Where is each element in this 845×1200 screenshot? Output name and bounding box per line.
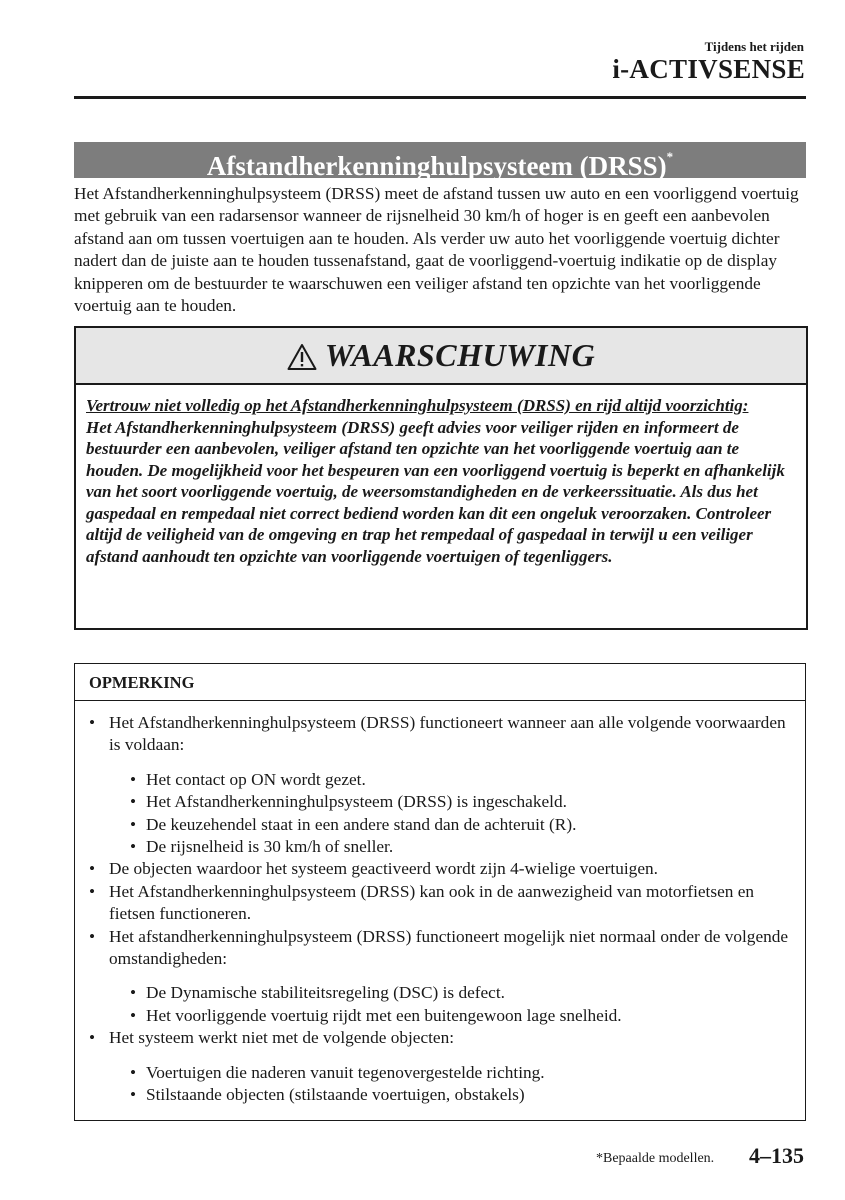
sub-list-item-text: Stilstaande objecten (stilstaande voertuigen, obstakels) (146, 1085, 525, 1105)
sub-list-item (130, 1084, 795, 1106)
warning-lead: Vertrouw niet volledig op het Afstandherkenninghulpsysteem (DRSS) en rijd altijd voorzichtig: (86, 396, 749, 415)
note-box (74, 663, 806, 1121)
header-section-label: Tijdens het rijden (704, 39, 804, 54)
note-list (75, 701, 805, 1107)
sub-list (109, 982, 795, 1027)
bullet: • (89, 713, 96, 732)
sub-list (109, 769, 795, 859)
list-item-text: Het afstandherkenninghulpsysteem (DRSS) functioneert mogelijk niet normaal onder de volgende omstandigheden: (109, 926, 789, 969)
list-item-text: Het Afstandherkenninghulpsysteem (DRSS) functioneert wanneer aan alle volgende voorwaarden is voldaan: (109, 713, 786, 755)
sub-list-item-text: Het Afstandherkenninghulpsysteem (DRSS) is ingeschakeld. (146, 792, 567, 812)
sub-list-item (130, 769, 795, 791)
bullet: • (130, 983, 137, 1003)
list-item (89, 1027, 795, 1106)
bullet: • (89, 881, 96, 901)
bullet: • (130, 837, 137, 857)
sub-list-item (130, 1005, 795, 1027)
chapter-title: i-ACTIVSENSE (612, 54, 805, 84)
warning-header (76, 328, 806, 385)
sub-list-item-text: De rijsnelheid is 30 km/h of sneller. (146, 837, 394, 857)
bullet: • (130, 1005, 137, 1025)
list-item (89, 881, 795, 926)
warning-box (74, 326, 808, 630)
section-title-bar (74, 142, 806, 181)
bullet: • (130, 1062, 137, 1082)
list-item (89, 712, 795, 858)
sub-list-item (130, 1062, 795, 1084)
bullet: • (130, 769, 137, 789)
header-divider (74, 96, 806, 99)
footnote: *Bepaalde modellen. (596, 1151, 715, 1166)
bullet: • (130, 792, 137, 812)
section-title: Afstandherkenninghulpsysteem (DRSS) (206, 151, 667, 181)
sub-list-item-text: Voertuigen die naderen vanuit tegenovergestelde richting. (146, 1062, 545, 1082)
sub-list-item-text: Het contact op ON wordt gezet. (146, 769, 366, 789)
sub-list-item (130, 982, 795, 1004)
warning-text: Het Afstandherkenninghulpsysteem (DRSS) geeft advies voor veiliger rijden en informeert de bestuurder een aanbevolen, veiliger afstand ten opzichte van het voorliggende voertuig aan te houden. De mogelijkheid voor het bespeuren van een voorliggend voertuig is beperkt en afhankelijk van het soort voorliggende voertuig, de weersomstandigheden en de verkeerssituatie. Als dus het gaspedaal en rempedaal niet correct bediend worden kan dit een ongeluk veroorzaken. Controleer altijd de veiligheid van de omgeving en trap het rempedaal of gaspedaal in terwijl u een veiliger afstand aanhoudt ten opzichte van voorliggende voertuigen of tegenliggers. (86, 417, 785, 566)
sub-list-item-text: De keuzehendel staat in een andere stand dan de achteruit (R). (146, 814, 577, 834)
sub-list-item-text: De Dynamische stabiliteitsregeling (DSC) is defect. (146, 983, 505, 1003)
note-title: OPMERKING (75, 664, 805, 701)
sub-list-item (130, 836, 795, 858)
warning-triangle-icon (287, 343, 317, 371)
list-item-text: Het Afstandherkenninghulpsysteem (DRSS) kan ook in de aanwezigheid van motorfietsen en fietsen functioneren. (109, 881, 755, 924)
bullet: • (89, 1028, 96, 1048)
list-item-text: De objecten waardoor het systeem geactiveerd wordt zijn 4-wielige voertuigen. (109, 859, 658, 879)
intro-paragraph: Het Afstandherkenninghulpsysteem (DRSS) meet de afstand tussen uw auto en een voorliggend voertuig met gebruik van een radarsensor wanneer de rijsnelheid 30 km/h of hoger is en geeft een aanbevolen afstand aan om tussen voertuigen aan te houden. Als verder uw auto het voorliggende voertuig dichter nadert dan de juiste aan te houden tussenafstand, gaat de voorliggend-voertuig indikatie op de display knipperen om de bestuurder te waarschuwen een veiliger afstand ten opzichte van het voorliggende voertuig aan te houden. (74, 184, 799, 316)
sub-list (109, 1062, 795, 1107)
bullet: • (89, 926, 96, 946)
list-item-text: Het systeem werkt niet met de volgende objecten: (109, 1028, 455, 1048)
list-item (89, 926, 795, 1028)
sub-list-item (130, 814, 795, 836)
bullet: • (89, 859, 96, 879)
list-item (89, 858, 795, 880)
bullet: • (130, 1085, 137, 1105)
section-title-asterisk: * (666, 149, 674, 164)
sub-list-item (130, 791, 795, 813)
page-number: 4–135 (749, 1143, 804, 1168)
bullet: • (130, 814, 137, 834)
sub-list-item-text: Het voorliggende voertuig rijdt met een buitengewoon lage snelheid. (146, 1005, 622, 1025)
warning-body (76, 385, 806, 567)
warning-title: WAARSCHUWING (324, 337, 596, 373)
